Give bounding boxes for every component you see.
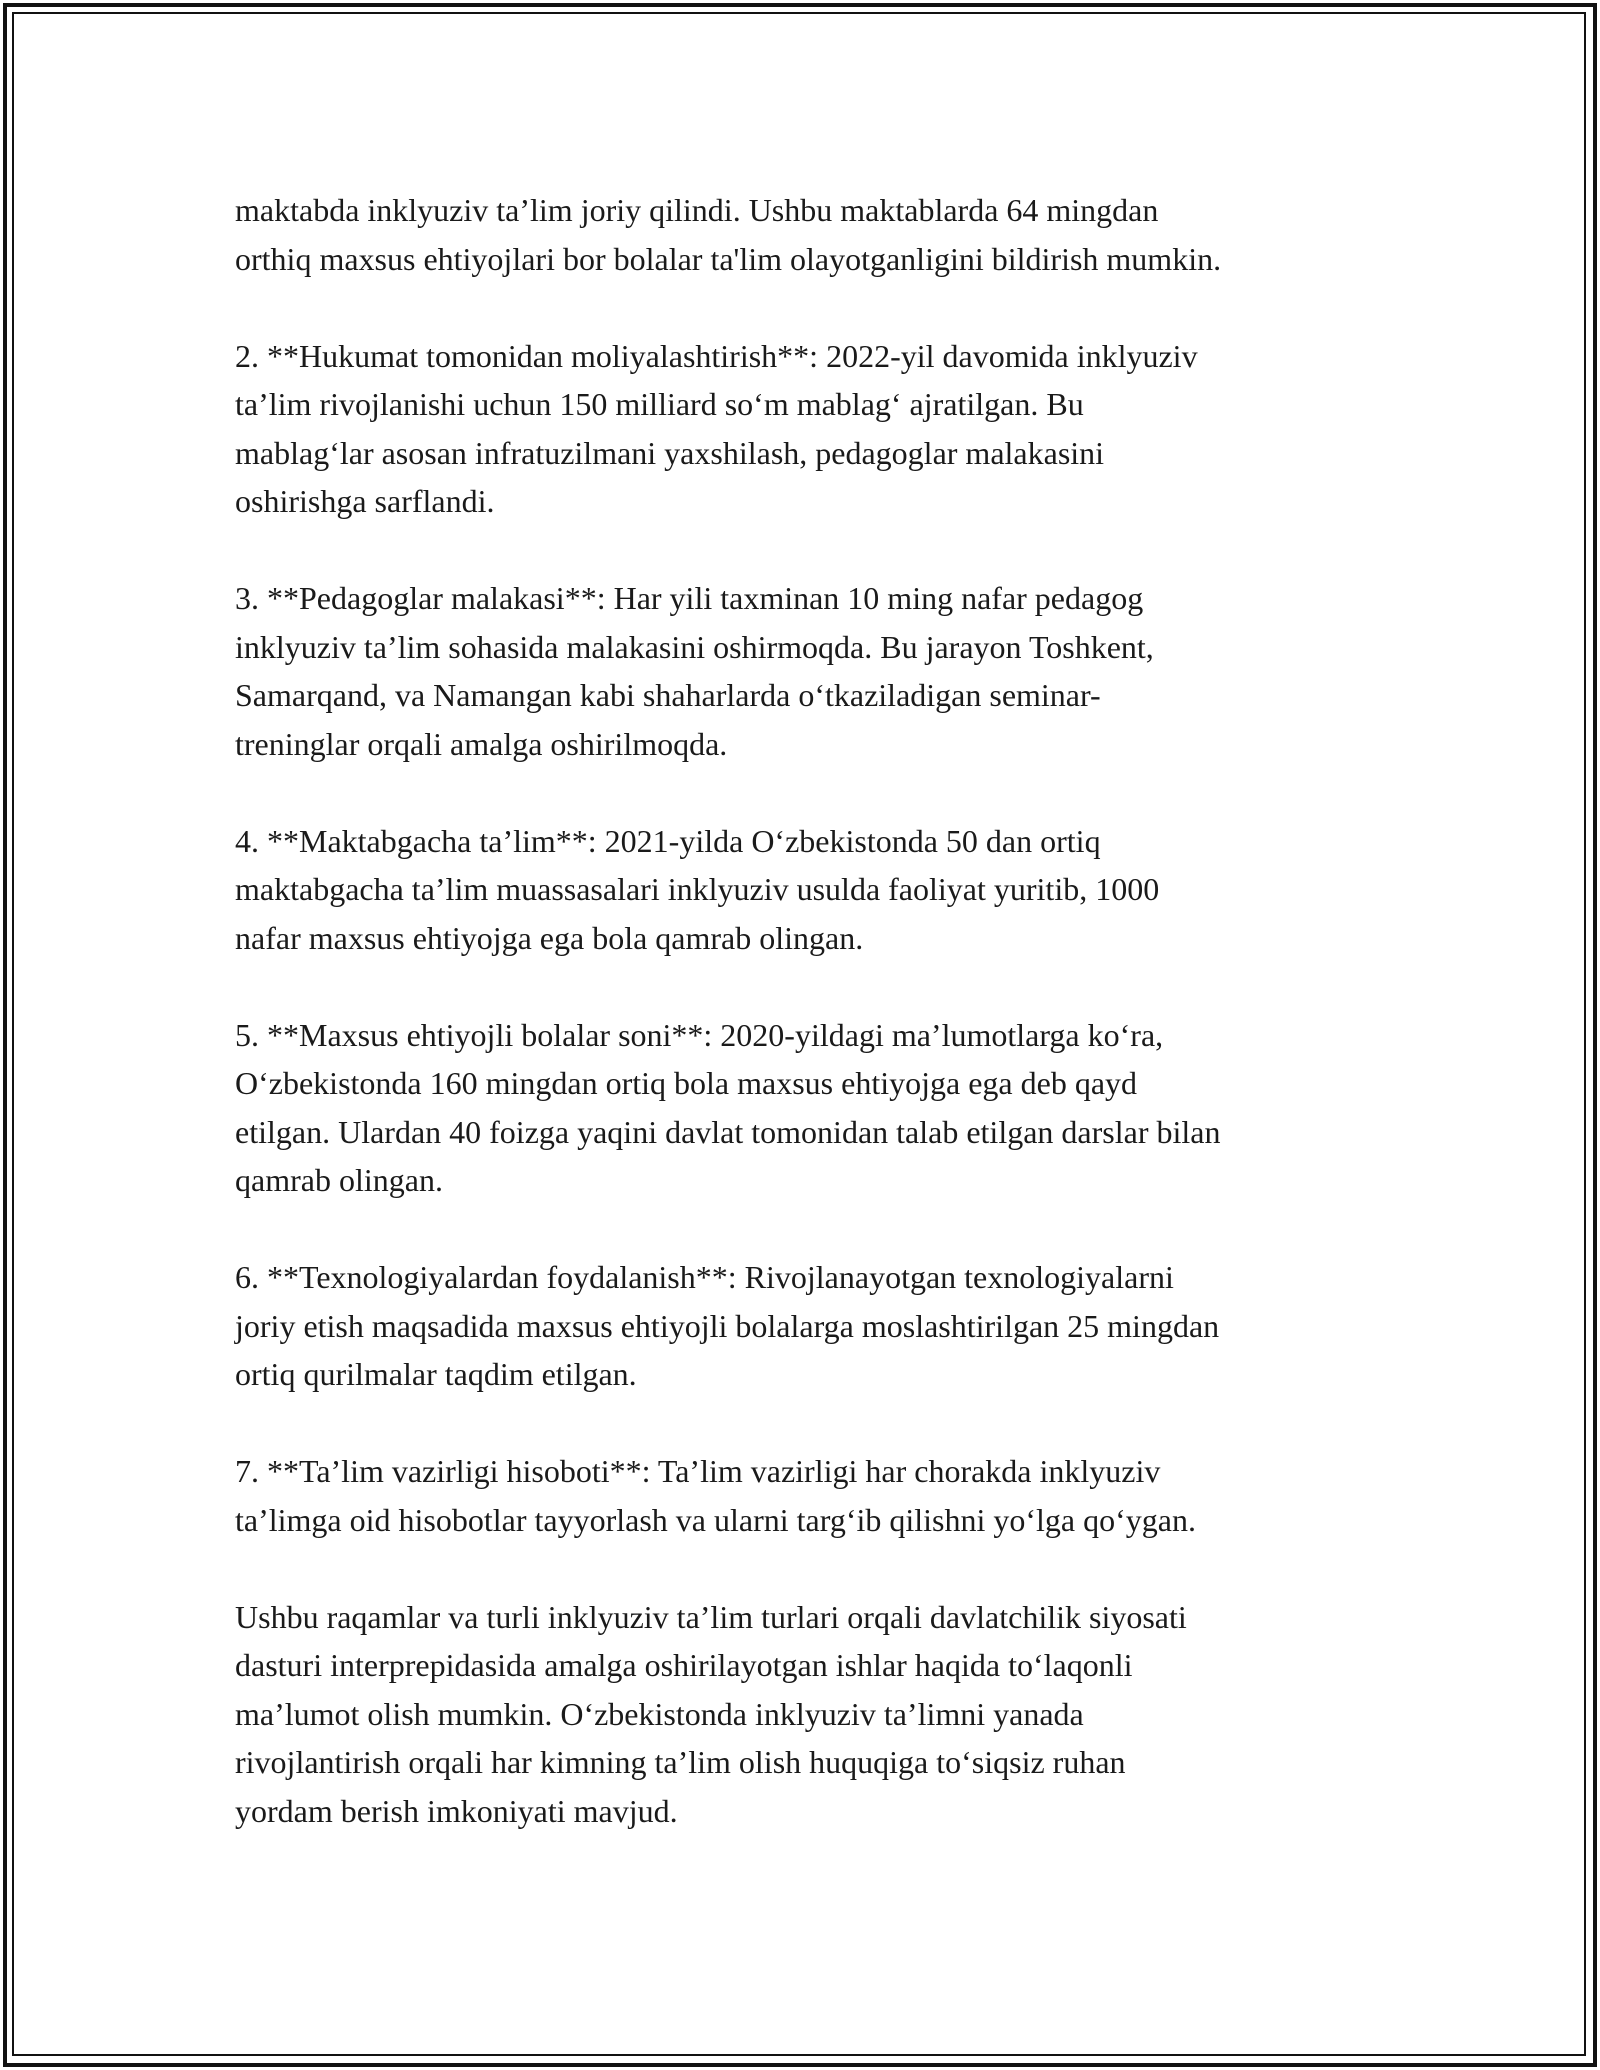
- paragraph-item-4-preschool: 4. **Maktabgacha ta’lim**: 2021-yilda O‘zbekistonda 50 dan ortiq maktabgacha ta’lim muassasalari inklyuziv usulda faoliyat yuritib, 1000 nafar maxsus ehtiyojga ega bola qamrab olingan.: [235, 822, 1160, 956]
- paragraph-item-2-funding: 2. **Hukumat tomonidan moliyalashtirish**: 2022-yil davomida inklyuziv ta’lim rivojlanishi uchun 150 milliard so‘m mablag‘ ajratilgan. Bu mablag‘lar asosan infratuzilmani yaxshilash, pedagoglar malakasini oshirishga sarflandi.: [235, 337, 1198, 519]
- paragraph-item-5-children-count: 5. **Maxsus ehtiyojli bolalar soni**: 2020-yildagi ma’lumotlarga ko‘ra, O‘zbekistonda 160 mingdan ortiq bola maxsus ehtiyojga ega deb qayd etilgan. Ulardan 40 foizga yaqini davlat tomonidan talab etilgan darslar bilan qamrab olingan.: [235, 1016, 1221, 1198]
- paragraph-item-3-teachers: 3. **Pedagoglar malakasi**: Har yili taxminan 10 ming nafar pedagog inklyuziv ta’lim sohasida malakasini oshirmoqda. Bu jarayon Toshkent, Samarqand, va Namangan kabi shaharlarda o‘tkaziladigan seminar- treninglar orqali amalga oshirilmoqda.: [235, 580, 1154, 762]
- paragraph-intro-continued: maktabda inklyuziv ta’lim joriy qilindi. Ushbu maktablarda 64 mingdan orthiq maxsus ehtiyojlari bor bolalar ta'lim olayotganligini bildirish mumkin.: [235, 192, 1222, 277]
- paragraph-item-6-technology: 6. **Texnologiyalardan foydalanish**: Rivojlanayotgan texnologiyalarni joriy etish maqsadida maxsus ehtiyojli bolalarga moslashtirilgan 25 mingdan ortiq qurilmalar taqdim etilgan.: [235, 1259, 1220, 1392]
- paragraph-item-7-ministry-report: 7. **Ta’lim vazirligi hisoboti**: Ta’lim vazirligi har chorakda inklyuziv ta’limga oid hisobotlar tayyorlash va ularni targ‘ib qilishni yo‘lga qo‘ygan.: [235, 1453, 1196, 1538]
- paragraph-conclusion: Ushbu raqamlar va turli inklyuziv ta’lim turlari orqali davlatchilik siyosati dasturi interprepidasida amalga oshirilayotgan ishlar haqida to‘laqonli ma’lumot olish mumkin. O‘zbekistonda inklyuziv ta’limni yanada rivojlantirish orqali har kimning ta’lim olish huquqiga to‘siqsiz ruhan yordam berish imkoniyati mavjud.: [235, 1598, 1187, 1829]
- document-body: [235, 186, 1375, 1835]
